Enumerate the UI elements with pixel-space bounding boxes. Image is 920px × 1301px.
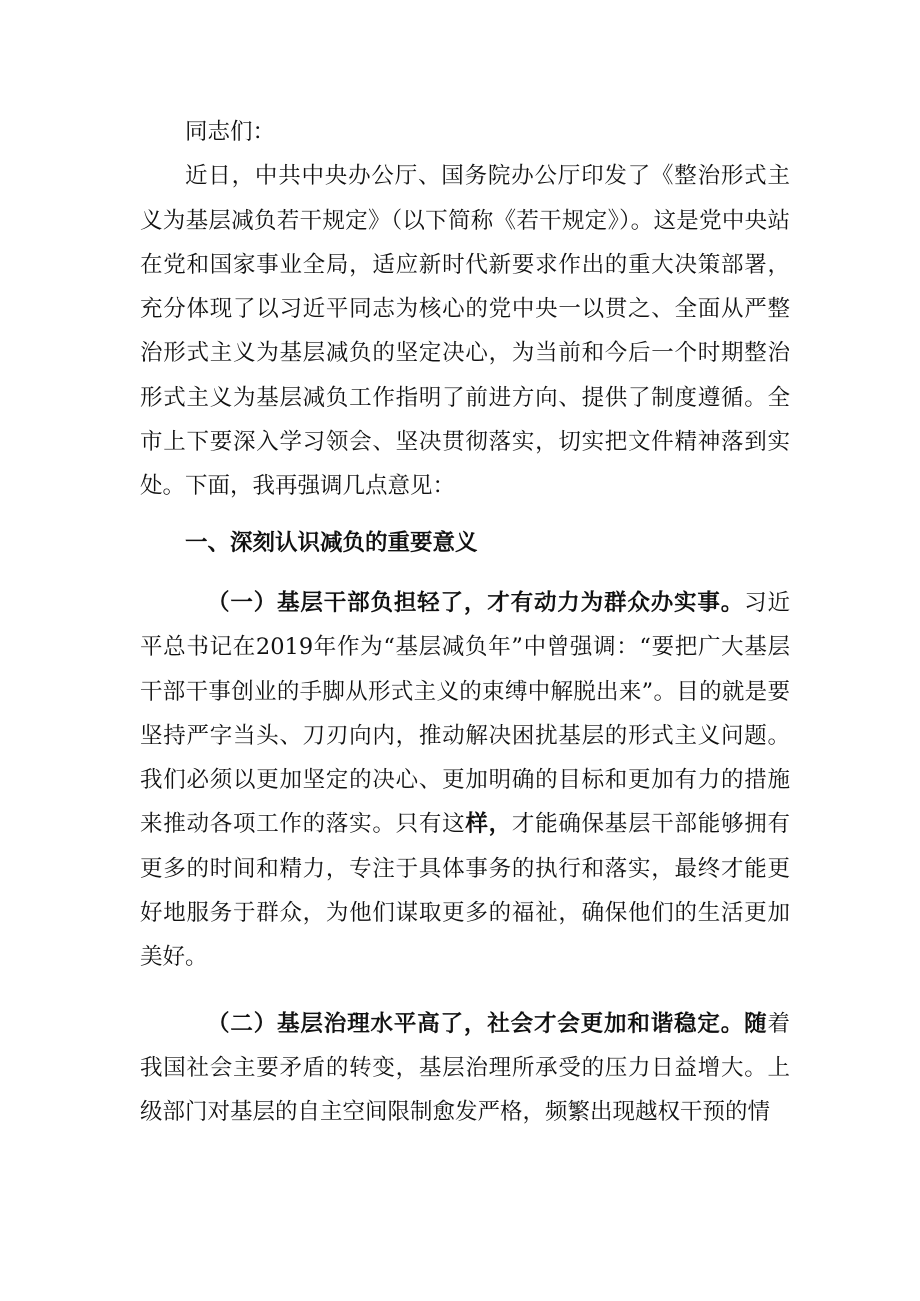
item-1-paragraph: [140, 581, 790, 980]
item-2-title: （二）基层治理水平高了，社会才会更加和谐稳定。随: [207, 1010, 768, 1037]
item-1-body-b: 才能确保基层干部能够拥有更多的时间和精力，专注于具体事务的执行和落实，最终才能更好地服务于群众，为他们谋取更多的福祉，确保他们的生活更加美好。: [140, 811, 790, 971]
spacer: [140, 980, 790, 1002]
intro-paragraph: 近日，中共中央办公厅、国务院办公厅印发了《整治形式主义为基层减负若干规定》（以下简称《若干规定》）。这是党中央站在党和国家事业全局，适应新时代新要求作出的重大决策部署，充分体现了以习近平同志为核心的党中央一以贯之、全面从严整治形式主义为基层减负的坚定决心，为当前和今后一个时期整治形式主义为基层减负工作指明了前进方向、提供了制度遵循。全市上下要深入学习领会、坚决贯彻落实，切实把文件精神落到实处。下面，我再强调几点意见：: [140, 163, 790, 500]
item-1-body-a: 习近平总书记在2019年作为“基层减负年”中曾强调：“要把广大基层干部干事创业的手脚从形式主义的束缚中解脱出来”。目的就是要坚持严字当头、刀刃向内，推动解决困扰基层的形式主义问题。我们必须以更加坚定的决心、更加明确的目标和更加有力的措施来推动各项工作的落实。只有这: [140, 589, 790, 838]
item-1-emphasis: 样，: [465, 811, 512, 838]
spacer: [140, 509, 790, 521]
item-1-title: （一）基层干部负担轻了，才有动力为群众办实事。: [207, 589, 745, 616]
section-heading-1: 一、深刻认识减负的重要意义: [185, 529, 478, 556]
document-body: [140, 110, 790, 1135]
item-2-paragraph: [140, 1002, 790, 1135]
spacer: [140, 565, 790, 581]
salutation: 同志们：: [185, 119, 276, 145]
item-2-body: 着我国社会主要矛盾的转变，基层治理所承受的压力日益增大。上级部门对基层的自主空间限制愈发严格，频繁出现越权干预的情: [140, 1010, 790, 1126]
